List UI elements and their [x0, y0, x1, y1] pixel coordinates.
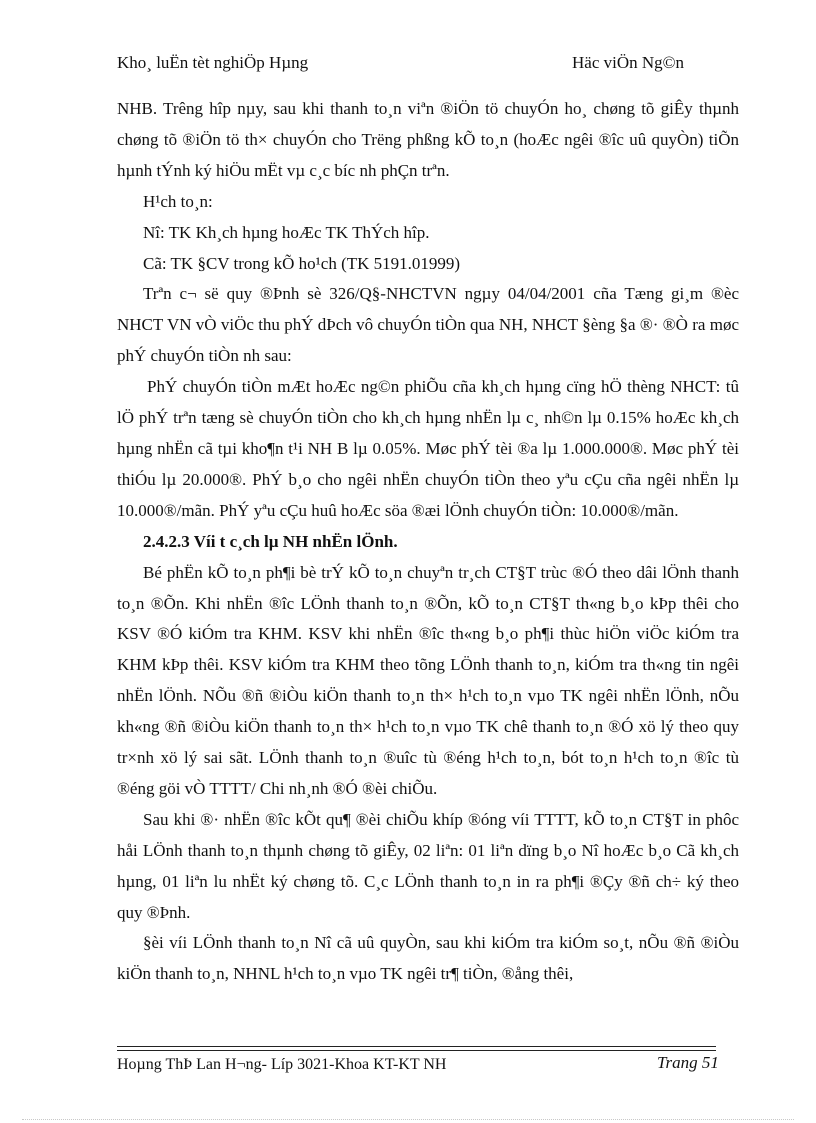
paragraph-debit-entry: Nî: TK Kh¸ch hµng hoÆc TK ThÝch hîp. — [143, 222, 430, 242]
paragraph-reconciliation: Sau khi ®· nhËn ®îc kÕt qu¶ ®èi chiÕu khíp ®óng víi TTTT, kÕ to¸n CT§T in phôc håi LÖnh thanh to¸n thµnh chøng tõ giÊy, 02 liªn: 01 liªn dïng b¸o Nî hoÆc b¸o Cã kh¸ch hµng, 01 liªn lu nhËt ký chøng tõ. C¸c LÖnh thanh to¸n in ra ph¶i ®Çy ®ñ ch÷ ký theo quy ®Þnh. — [117, 809, 739, 922]
page-number: Trang 51 — [657, 1053, 719, 1072]
section-heading: 2.4.2.3 Víi t c¸ch lµ NH nhËn lÖnh. — [143, 531, 398, 551]
paragraph-receiving: Bé phËn kÕ to¸n ph¶i bè trÝ kÕ to¸n chuyªn tr¸ch CT§T trùc ®Ó theo dâi lÖnh thanh to¸n ®Õn. Khi nhËn ®îc LÖnh thanh to¸n ®Õn, kÕ to¸n CT§T th«ng b¸o kÞp thêi cho KSV ®Ó kiÓm tra KHM. KSV khi nhËn ®îc th«ng b¸o ph¶i thùc hiÖn viÖc kiÓm tra KHM kÞp thêi. KSV kiÓm tra KHM theo tõng LÖnh thanh to¸n, kiÓm tra th«ng tin ngêi nhËn lÖnh. NÕu ®ñ ®iÒu kiÖn thanh to¸n th× h¹ch to¸n vµo TK ngêi nhËn lÖnh, nÕu kh«ng ®ñ ®iÒu kiÖn thanh to¸n th× h¹ch to¸n vµo TK chê thanh to¸n ®Ó xö lý theo quy tr×nh xö lý sai sãt. LÖnh thanh to¸n ®uîc tù ®éng h¹ch to¸n, bót to¸n h¹ch to¸n ®îc tù ®éng göi vÒ TTTT/ Chi nh¸nh ®Ó ®èi chiÕu. — [117, 562, 739, 798]
footer-rule-top — [117, 1046, 716, 1047]
header-right-title: Häc viÖn Ng©n — [572, 53, 685, 72]
footer-rule-bottom — [117, 1050, 716, 1051]
document-body — [117, 94, 739, 990]
page-edge-divider — [22, 1119, 794, 1120]
paragraph-fees: PhÝ chuyÓn tiÒn mÆt hoÆc ng©n phiÕu cña kh¸ch hµng cïng hÖ thèng NHCT: tû lÖ phÝ trªn tæng sè chuyÓn tiÒn cho kh¸ch hµng nhËn lµ c¸ nh©n lµ 0.15% hoÆc kh¸ch hµng nhËn cã tµi kho¶n t¹i NH B lµ 0.05%. Møc phÝ tèi ®a lµ 1.000.000®. Møc phÝ tèi thiÓu lµ 20.000®. PhÝ b¸o cho ngêi nhËn chuyÓn tiÒn theo yªu cÇu cña ngêi nhËn lµ 10.000®/mãn. PhÝ yªu cÇu huû hoÆc söa ®æi lÖnh chuyÓn tiÒn: 10.000®/mãn. — [117, 377, 739, 520]
paragraph-regulation: Trªn c¬ së quy ®Þnh sè 326/Q§-NHCTVN ngµy 04/04/2001 cña Tæng gi¸m ®èc NHCT VN vÒ viÖc thu phÝ dÞch vô chuyÓn tiÒn qua NH, NHCT §èng §a ®· ®Ò ra møc phÝ chuyÓn tiÒn nh sau: — [117, 284, 739, 366]
paragraph-credit-entry: Cã: TK §CV trong kÕ ho¹ch (TK 5191.01999) — [143, 253, 461, 273]
paragraph-continuation: NHB. Trêng hîp nµy, sau khi thanh to¸n viªn ®iÖn tö chuyÓn ho¸ chøng tõ giÊy thµnh chøng tõ ®iÖn tö th× chuyÓn cho Trëng phßng kÕ to¸n (hoÆc ngêi ®îc uû quyÒn) tiÕn hµnh tÝnh ký hiÖu mËt vµ c¸c bíc nh phÇn trªn. — [117, 99, 739, 180]
header-left-title: Kho¸ luËn tèt nghiÖp Hµng — [117, 53, 309, 72]
footer-author: Hoµng ThÞ Lan H¬ng- Líp 3021-Khoa KT-KT NH — [117, 1056, 447, 1073]
paragraph-entry-label: H¹ch to¸n: — [143, 191, 213, 211]
paragraph-authorized-debit: §èi víi LÖnh thanh to¸n Nî cã uû quyÒn, sau khi kiÓm tra kiÓm so¸t, nÕu ®ñ ®iÒu kiÖn thanh to¸n, NHNL h¹ch to¸n vµo TK ngêi tr¶ tiÒn, ®ång thêi, — [117, 933, 739, 984]
